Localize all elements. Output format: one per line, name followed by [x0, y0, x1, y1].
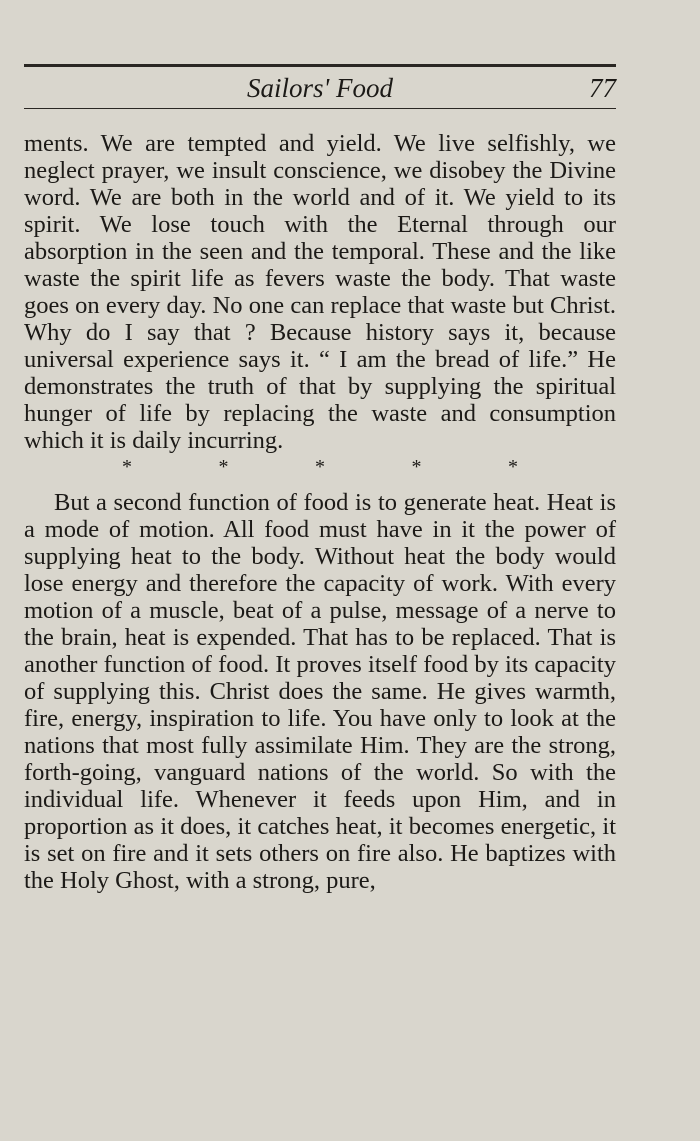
header-rule	[24, 108, 616, 109]
asterism-separator	[24, 454, 616, 481]
top-rule	[24, 64, 616, 67]
body-text	[24, 130, 616, 894]
paragraph-1: ments. We are tempted and yield. We live selfishly, we neglect prayer, we insult conscience, we disobey the Divine word. We are both in the world and of it. We yield to its spirit. We lose touch with the Eternal through our absorption in the seen and the temporal. These and the like waste the spirit life as fevers waste the body. That waste goes on every day. No one can replace that waste but Christ. Why do I say that ? Because history says it, because universal experience says it. “ I am the bread of life.” He demonstrates the truth of that by supplying the spiritual hunger of life by replacing the waste and consumption which it is daily incurring.	[24, 130, 616, 454]
paragraph-2: But a second function of food is to generate heat. Heat is a mode of motion. All food must have in it the power of supplying heat to the body. Without heat the body would lose energy and therefore the capacity of work. With every motion of a muscle, beat of a pulse, message of a nerve to the brain, heat is expended. That has to be replaced. That is another function of food. It proves itself food by its capacity of supplying this. Christ does the same. He gives warmth, fire, energy, inspiration to life. You have only to look at the nations that most fully assimilate Him. They are the strong, forth-going, vanguard nations of the world. So with the individual life. Whenever it feeds upon Him, and in proportion as it does, it catches heat, it becomes energetic, it is set on fire and it sets others on fire also. He baptizes with the Holy Ghost, with a strong, pure,	[24, 489, 616, 894]
running-header	[24, 73, 616, 105]
running-title: Sailors' Food	[246, 73, 394, 103]
asterisk: *	[411, 456, 422, 478]
asterisk: *	[315, 456, 325, 478]
page-number: 77	[589, 73, 616, 103]
asterisk: *	[218, 456, 229, 478]
asterisk: *	[508, 456, 518, 478]
asterisk: *	[122, 456, 132, 478]
